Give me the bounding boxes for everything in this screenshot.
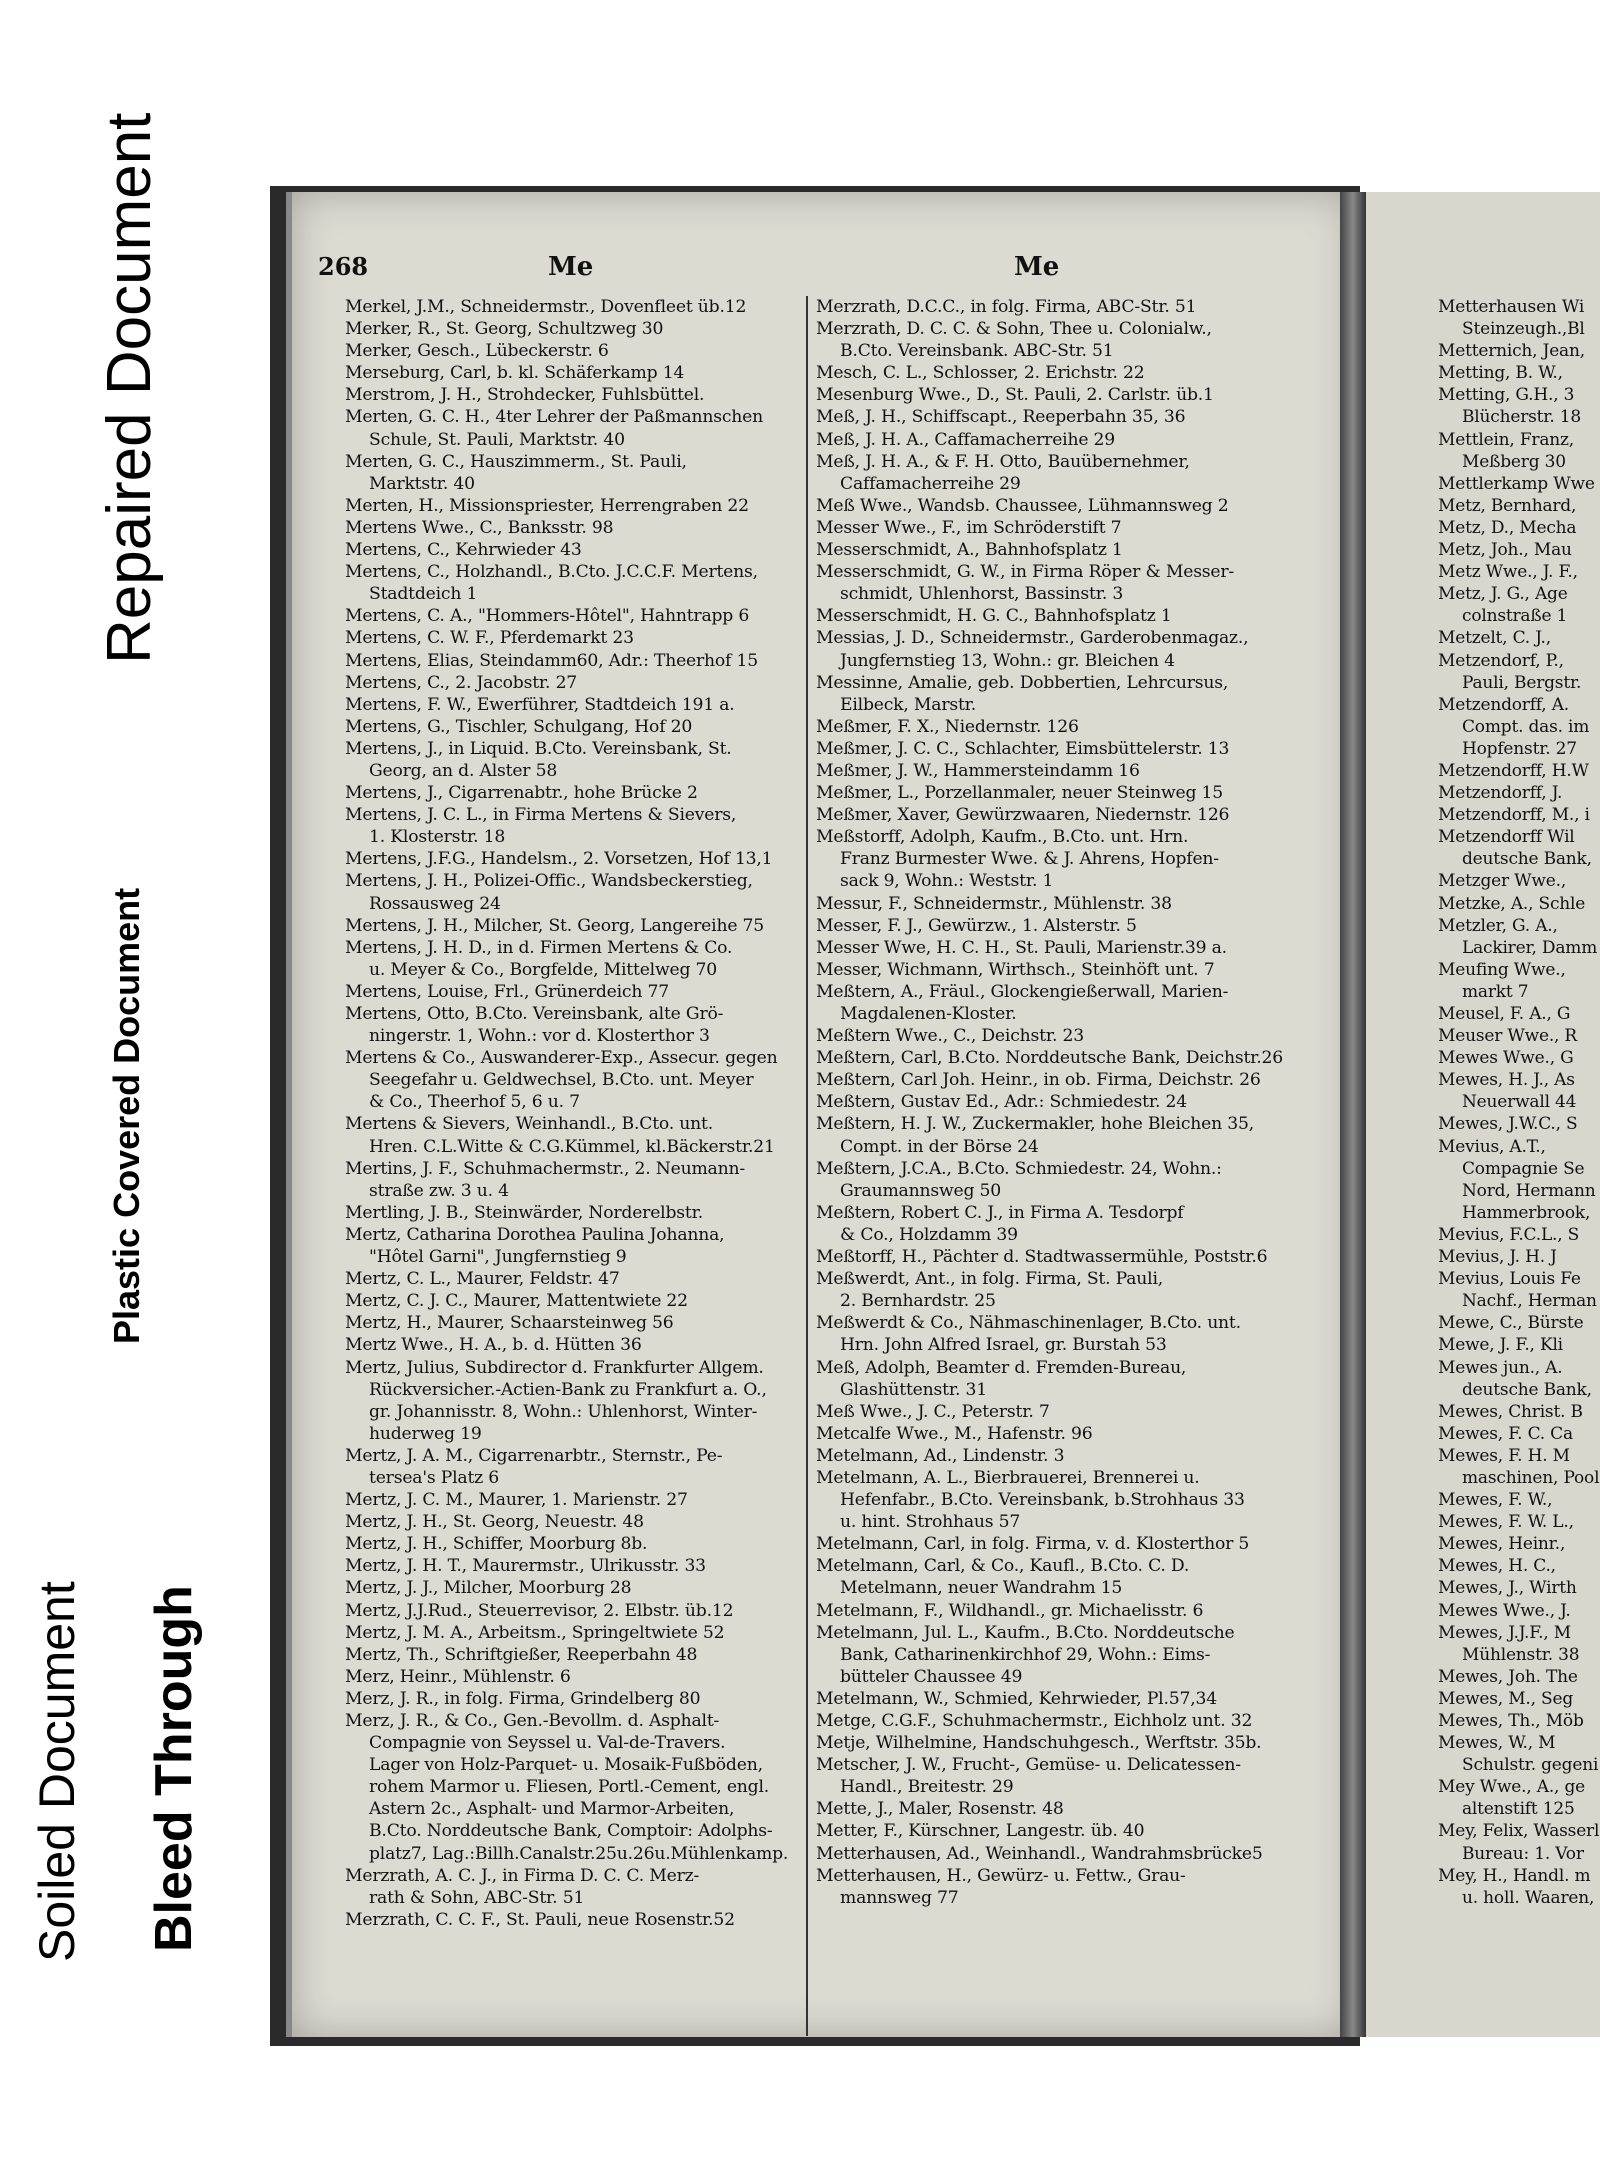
left-column-entry: Merzrath, A. C. J., in Firma D. C. C. Merz- [345,1865,700,1886]
edge-column-entry: Mewes Wwe., J. [1438,1600,1571,1621]
left-column-entry: Merten, G. C. H., 4ter Lehrer der Paßmannschen [345,407,763,428]
left-column-entry: huderweg 19 [369,1423,482,1444]
left-column-entry: Lager von Holz-Parquet- u. Mosaik-Fußböden, [369,1755,763,1776]
right-column-entry: Messerschmidt, A., Bahnhofsplatz 1 [816,540,1123,561]
right-column-entry: Meßmer, Xaver, Gewürzwaaren, Niedernstr. 126 [816,805,1230,826]
right-column-entry: Hefenfabr., B.Cto. Vereinsbank, b.Strohhaus 33 [840,1490,1245,1511]
left-column-entry: Mertens, J., in Liquid. B.Cto. Vereinsbank, St. [345,738,732,759]
right-column-entry: Meßtern, Gustav Ed., Adr.: Schmiedestr. 24 [816,1092,1187,1113]
right-column-entry: Meßwerdt, Ant., in folg. Firma, St. Pauli, [816,1269,1164,1290]
left-column-entry: Mertz, C. L., Maurer, Feldstr. 47 [345,1269,620,1290]
left-column-entry: & Co., Theerhof 5, 6 u. 7 [369,1092,580,1113]
left-column-entry: Merz, J. R., & Co., Gen.-Bevollm. d. Asphalt- [345,1711,720,1731]
right-column-entry: B.Cto. Vereinsbank. ABC-Str. 51 [840,341,1114,362]
edge-column-entry: deutsche Bank, [1462,1379,1592,1400]
edge-column-entry: Mewes, J.W.C., S [1438,1114,1578,1135]
right-column-entry: Metelmann, Carl, in folg. Firma, v. d. Klosterthor 5 [816,1534,1250,1555]
edge-column-entry: Mewes, Christ. B [1438,1401,1583,1422]
plastic-covered-text: Plastic Covered Document [106,887,147,1344]
right-column-entry: Meßtern, H. J. W., Zuckermakler, hohe Bleichen 35, [816,1114,1254,1135]
left-column-entry: Mertz, J. H., Schiffer, Moorburg 8b. [345,1534,648,1555]
edge-column-entry: Mewes, W., M [1438,1733,1556,1754]
right-column-entry: Mesenburg Wwe., D., St. Pauli, 2. Carlstr. üb.1 [816,385,1214,406]
right-column-entry: Meß, J. H. A., Caffamacherreihe 29 [816,429,1116,450]
right-column-entry: Meßwerdt & Co., Nähmaschinenlager, B.Cto. unt. [816,1313,1241,1334]
right-column-entry: schmidt, Uhlenhorst, Bassinstr. 3 [840,584,1124,605]
left-column-entry: rath & Sohn, ABC-Str. 51 [369,1887,585,1908]
right-column-entry: & Co., Holzdamm 39 [840,1224,1018,1245]
left-column-entry: Mertens & Sievers, Weinhandl., B.Cto. unt. [345,1114,713,1135]
right-column-entry: Messias, J. D., Schneidermstr., Garderobenmagaz., [816,628,1249,649]
left-column-entry: Rückversicher.-Actien-Bank zu Frankfurt a. O., [369,1379,767,1400]
right-column-entry: Meßtern, A., Fräul., Glockengießerwall, Marien- [816,981,1229,1002]
right-column-entry: 2. Bernhardstr. 25 [840,1291,996,1312]
edge-column-entry: Mewe, C., Bürste [1438,1313,1584,1334]
edge-column-entry: deutsche Bank, [1462,849,1592,870]
edge-column-entry: Meuser Wwe., R [1438,1026,1578,1047]
right-column-entry: Meßmer, F. X., Niedernstr. 126 [816,716,1079,737]
edge-column-entry: markt 7 [1462,981,1529,1002]
left-column-entry: Mertz, J. A. M., Cigarrenarbtr., Sternstr., Pe- [345,1445,723,1466]
right-column-entry: Metterhausen, Ad., Weinhandl., Wandrahmsbrücke5 [816,1843,1263,1864]
left-column-entry: tersea's Platz 6 [369,1467,500,1488]
left-column-entry: Mertz, J. M. A., Arbeitsm., Springeltwiete 52 [345,1622,725,1643]
left-column-entry: Mertz, H., Maurer, Schaarsteinweg 56 [345,1313,674,1334]
left-column-entry: Mertens, C., 2. Jacobstr. 27 [345,672,578,693]
right-column-entry: Messerschmidt, G. W., in Firma Röper & Messer- [816,562,1235,583]
edge-column-entry: Nord, Hermann [1462,1180,1596,1201]
edge-column-entry: Meusel, F. A., G [1438,1004,1571,1024]
right-column-entry: Metelmann, Carl, & Co., Kaufl., B.Cto. C. D. [816,1556,1190,1577]
left-column-entry: Merten, H., Missionspriester, Herrengraben 22 [345,495,749,516]
left-column-entry: Seegefahr u. Geldwechsel, B.Cto. unt. Meyer [369,1070,754,1091]
right-column-entry: Messer Wwe, H. C. H., St. Pauli, Marienstr.39 a. [816,937,1227,958]
right-column-entry: Compt. in der Börse 24 [840,1136,1039,1157]
left-column-entry: gr. Johannisstr. 8, Wohn.: Uhlenhorst, Winter- [369,1401,758,1422]
right-column-entry: Eilbeck, Marstr. [840,694,977,715]
edge-column-entry: Mewes, F. H. M [1438,1445,1570,1466]
right-column-entry: Merzrath, D. C. C. & Sohn, Thee u. Colonialw., [816,319,1212,340]
right-column-entry: bütteler Chaussee 49 [840,1666,1023,1687]
edge-column-entry: Metzendorff Wil [1438,827,1575,848]
left-column-entry: Mertens, J. H., Milcher, St. Georg, Langereihe 75 [345,915,765,936]
left-column-entry: Merseburg, Carl, b. kl. Schäferkamp 14 [345,363,685,384]
header-right: Me [1014,252,1060,282]
edge-column-entry: Mevius, A.T., [1438,1136,1546,1157]
edge-column-entry: Mewes, Joh. The [1438,1666,1578,1687]
left-column-entry: Merten, G. C., Hauszimmerm., St. Pauli, [345,451,687,472]
right-column-entry: Messer Wwe., F., im Schröderstift 7 [816,517,1122,538]
left-column-entry: Mertens, C., Holzhandl., B.Cto. J.C.C.F. Mertens, [345,562,758,583]
edge-column-entry: Mewes, H. J., As [1438,1070,1575,1091]
edge-column-entry: Mewes, Th., Möb [1438,1711,1584,1731]
left-column-entry: Mertz Wwe., H. A., b. d. Hütten 36 [345,1335,642,1356]
right-column-entry: sack 9, Wohn.: Weststr. 1 [840,871,1054,892]
left-column-entry: Mertens, Louise, Frl., Grünerdeich 77 [345,981,669,1002]
right-column-entry: Meßstorff, Adolph, Kaufm., B.Cto. unt. Hrn. [816,827,1189,848]
right-column-entry: Glashüttenstr. 31 [840,1379,987,1400]
left-column-entry: Mertens, J. H. D., in d. Firmen Mertens & Co. [345,937,733,958]
bleed-through-text: Bleed Through [145,1585,203,1952]
right-column-entry: Metje, Wilhelmine, Handschuhgesch., Werftstr. 35b. [816,1733,1262,1754]
left-column-entry: Mertens & Co., Auswanderer-Exp., Assecur. gegen [345,1048,778,1069]
left-column-entry: Merstrom, J. H., Strohdecker, Fuhlsbüttel. [345,385,705,406]
right-column-entry: Meßtorff, H., Pächter d. Stadtwassermühle, Poststr.6 [816,1247,1268,1268]
right-column-entry: Handl., Breitestr. 29 [840,1777,1014,1798]
left-column-entry: 1. Klosterstr. 18 [369,827,506,848]
right-column-entry: Jungfernstieg 13, Wohn.: gr. Bleichen 4 [840,650,1175,671]
bleed-through-label [132,1400,222,1960]
left-column-entry: Stadtdeich 1 [369,584,478,605]
left-column-entry: Schule, St. Pauli, Marktstr. 40 [369,429,625,450]
soiled-document-label [14,1370,114,1970]
left-column-entry: Merzrath, C. C. F., St. Pauli, neue Rosenstr.52 [345,1909,735,1930]
right-column-entry: Metterhausen, H., Gewürz- u. Fettw., Grau- [816,1865,1186,1886]
plastic-covered-label [88,710,168,1350]
repaired-document-text: Repaired Document [95,112,164,664]
edge-column-entry: altenstift 125 [1462,1799,1575,1820]
edge-column-entry: Compt. das. im [1462,716,1590,737]
edge-column [1438,296,1600,1909]
edge-column-entry: Metternich, Jean, [1438,341,1585,362]
edge-column-entry: Mewes, H. C., [1438,1556,1556,1577]
right-column-entry: Meß Wwe., Wandsb. Chaussee, Lühmannsweg 2 [816,495,1229,516]
left-column-entry: Georg, an d. Alster 58 [369,760,558,781]
right-column-entry: Metelmann, F., Wildhandl., gr. Michaelisstr. 6 [816,1600,1204,1621]
left-column-entry: Mertz, J. H. T., Maurermstr., Ulrikusstr. 33 [345,1556,706,1577]
edge-column-entry: Metz, D., Mecha [1438,517,1577,538]
right-column-entry: Metelmann, W., Schmied, Kehrwieder, Pl.57,34 [816,1688,1217,1709]
left-column-entry: Mertens, J. H., Polizei-Offic., Wandsbeckerstieg, [345,871,753,892]
edge-column-entry: Mettlerkamp Wwe [1438,473,1595,494]
right-column-entry: Mesch, C. L., Schlosser, 2. Erichstr. 22 [816,363,1145,384]
edge-column-entry: Metzendorff, A. [1438,694,1569,715]
left-column-entry: Mertz, J. H., St. Georg, Neuestr. 48 [345,1512,644,1533]
left-column-entry: Merker, R., St. Georg, Schultzweg 30 [345,319,664,340]
edge-column-entry: Mewes, F. C. Ca [1438,1423,1573,1444]
edge-column-entry: Metzendorf, P., [1438,650,1564,671]
left-column-entry: Merz, Heinr., Mühlenstr. 6 [345,1666,571,1687]
left-column-entry: Compagnie von Seyssel u. Val-de-Travers. [369,1733,726,1754]
edge-column-entry: maschinen, Pool [1462,1467,1600,1488]
right-column-entry: Messer, F. J., Gewürzw., 1. Alsterstr. 5 [816,915,1137,936]
right-column-entry: Metscher, J. W., Frucht-, Gemüse- u. Delicatessen- [816,1755,1241,1776]
left-column [345,296,805,1931]
edge-column-entry: Mewes, J., Wirth [1438,1578,1577,1599]
edge-column-entry: Mevius, Louis Fe [1438,1269,1581,1290]
edge-column-entry: Metz Wwe., J. F., [1438,562,1578,583]
right-column-entry: Meßmer, J. C. C., Schlachter, Eimsbüttelerstr. 13 [816,738,1230,759]
edge-column-entry: Neuerwall 44 [1462,1092,1577,1113]
left-column-entry: Mertens, J. C. L., in Firma Mertens & Sievers, [345,805,737,826]
edge-column-entry: Meßberg 30 [1462,451,1566,472]
left-column-entry: "Hôtel Garni", Jungfernstieg 9 [369,1247,627,1268]
left-column-entry: Astern 2c., Asphalt- und Marmor-Arbeiten, [369,1799,735,1820]
edge-column-entry: Metzger Wwe., [1438,871,1567,892]
edge-column-entry: Mewe, J. F., Kli [1438,1335,1563,1356]
left-column-entry: Rossausweg 24 [369,893,501,914]
left-column-entry: Mertens, Elias, Steindamm60, Adr.: Theerhof 15 [345,650,758,671]
page-number: 268 [318,252,369,281]
right-column-entry: Messer, Wichmann, Wirthsch., Steinhöft unt. 7 [816,959,1215,980]
right-column-entry: Bank, Catharinenkirchhof 29, Wohn.: Eims- [840,1644,1211,1665]
right-column-entry: mannsweg 77 [840,1887,959,1908]
edge-column-entry: Metting, G.H., 3 [1438,385,1575,406]
edge-column-entry: Mühlenstr. 38 [1462,1644,1580,1665]
edge-column-entry: Mey, H., Handl. m [1438,1865,1591,1886]
left-column-entry: ningerstr. 1, Wohn.: vor d. Klosterthor 3 [369,1026,710,1047]
edge-column-entry: Mewes jun., A. [1438,1357,1563,1378]
edge-column-entry: Metterhausen Wi [1438,297,1585,317]
right-column-entry: Messur, F., Schneidermstr., Mühlenstr. 38 [816,893,1172,914]
right-column-entry: Metge, C.G.F., Schuhmachermstr., Eichholz unt. 32 [816,1711,1253,1731]
right-column-entry: Meß, Adolph, Beamter d. Fremden-Bureau, [816,1357,1187,1378]
left-column-entry: Mertz, J. C. M., Maurer, 1. Marienstr. 27 [345,1490,688,1511]
edge-column-entry: Blücherstr. 18 [1462,407,1581,428]
left-column-entry: Mertens, G., Tischler, Schulgang, Hof 20 [345,716,693,737]
left-column-entry: Mertens, F. W., Ewerführer, Stadtdeich 191 a. [345,694,735,715]
edge-column-entry: Metzendorff, H.W [1438,760,1589,781]
edge-column-entry: Hopfenstr. 27 [1462,738,1577,759]
right-column-entry: Metter, F., Kürschner, Langestr. üb. 40 [816,1821,1145,1842]
edge-column-entry: Mettlein, Franz, [1438,429,1574,450]
header-left: Me [548,252,594,282]
left-column-entry: Mertens, J.F.G., Handelsm., 2. Vorsetzen, Hof 13,1 [345,849,773,870]
book-gutter [1340,192,1366,2037]
left-column-entry: Mertz, Julius, Subdirector d. Frankfurter Allgem. [345,1357,764,1378]
left-column-entry: Mertens, C. A., "Hommers-Hôtel", Hahntrapp 6 [345,606,750,627]
soiled-document-text: Soiled Document [29,1581,85,1962]
edge-column-entry: Metz, Bernhard, [1438,495,1577,516]
left-column-entry: Marktstr. 40 [369,473,475,494]
left-column-entry: u. Meyer & Co., Borgfelde, Mittelweg 70 [369,959,718,980]
edge-column-entry: Steinzeugh.,Bl [1462,319,1585,340]
left-column-entry: Mertens, C. W. F., Pferdemarkt 23 [345,628,634,649]
edge-column-entry: Mey, Felix, Wasserl [1438,1821,1600,1842]
left-column-entry: Merz, J. R., in folg. Firma, Grindelberg 80 [345,1688,701,1709]
edge-column-entry: Mevius, J. H. J [1438,1247,1557,1268]
edge-column-entry: Pauli, Bergstr. [1462,672,1582,693]
column-divider [806,296,808,2036]
right-column-entry: Metcalfe Wwe., M., Hafenstr. 96 [816,1423,1093,1444]
edge-column-entry: Metzke, A., Schle [1438,893,1586,914]
edge-column-entry: Metzelt, C. J., [1438,628,1551,649]
left-column-entry: straße zw. 3 u. 4 [369,1180,509,1201]
edge-column-entry: Meufing Wwe., [1438,959,1566,980]
right-column-entry: Hrn. John Alfred Israel, gr. Burstah 53 [840,1335,1167,1356]
right-column-entry: u. hint. Strohhaus 57 [840,1512,1021,1533]
edge-column-entry: Metzendorff, J. [1438,783,1563,804]
right-column-entry: Caffamacherreihe 29 [840,473,1021,494]
left-column-entry: Merkel, J.M., Schneidermstr., Dovenfleet üb.12 [345,297,747,317]
right-column-entry: Graumannsweg 50 [840,1180,1001,1201]
edge-column-entry: Metting, B. W., [1438,363,1563,384]
right-column-entry: Franz Burmester Wwe. & J. Ahrens, Hopfen- [840,849,1219,870]
edge-column-entry: Bureau: 1. Vor [1462,1843,1584,1864]
left-column-entry: Mertins, J. F., Schuhmachermstr., 2. Neumann- [345,1158,745,1179]
edge-column-entry: Mey Wwe., A., ge [1438,1777,1586,1798]
page-header [318,252,1318,292]
left-column-entry: Mertz, C. J. C., Maurer, Mattentwiete 22 [345,1291,688,1312]
edge-column-entry: Mewes, F. W., [1438,1490,1553,1511]
right-column-entry: Meß, J. H., Schiffscapt., Reeperbahn 35, 36 [816,407,1186,428]
edge-column-entry: Mewes Wwe., G [1438,1048,1574,1069]
edge-column-entry: Metz, J. G., Age [1438,584,1568,605]
right-column-entry: Meßtern, Carl Joh. Heinr., in ob. Firma, Deichstr. 26 [816,1070,1261,1091]
edge-column-entry: Nachf., Herman [1462,1291,1597,1312]
right-column-entry: Meßtern, Carl, B.Cto. Norddeutsche Bank, Deichstr.26 [816,1048,1284,1069]
right-column-entry: Metelmann, Ad., Lindenstr. 3 [816,1445,1065,1466]
left-column-entry: Mertens Wwe., C., Banksstr. 98 [345,517,614,538]
right-column-entry: Meß, J. H. A., & F. H. Otto, Bauübernehmer, [816,451,1190,472]
right-column-entry: Meßmer, L., Porzellanmaler, neuer Steinweg 15 [816,783,1224,804]
right-column-entry: Meßtern, Robert C. J., in Firma A. Tesdorpf [816,1202,1184,1223]
left-column-entry: Mertz, J.J.Rud., Steuerrevisor, 2. Elbstr. üb.12 [345,1600,734,1621]
right-column-entry: Metelmann, A. L., Bierbrauerei, Brennerei u. [816,1467,1200,1488]
left-column-entry: Mertz, Th., Schriftgießer, Reeperbahn 48 [345,1644,698,1665]
edge-column-entry: Mewes, Heinr., [1438,1534,1566,1555]
repaired-document-label [66,112,256,680]
edge-column-entry: Hammerbrook, [1462,1202,1591,1223]
right-column-entry: Mette, J., Maler, Rosenstr. 48 [816,1799,1064,1820]
left-column-entry: Mertens, C., Kehrwieder 43 [345,540,582,561]
right-column-entry: Messinne, Amalie, geb. Dobbertien, Lehrcursus, [816,672,1229,693]
right-column-entry: Magdalenen-Kloster. [840,1004,1017,1024]
edge-column-entry: Mevius, F.C.L., S [1438,1224,1580,1245]
right-column-entry: Meßtern, J.C.A., B.Cto. Schmiedestr. 24, Wohn.: [816,1158,1222,1179]
left-column-entry: rohem Marmor u. Fliesen, Portl.-Cement, engl. [369,1777,770,1798]
edge-column-entry: Lackirer, Damm [1462,937,1598,958]
left-column-entry: Mertz, J. J., Milcher, Moorburg 28 [345,1578,632,1599]
edge-column-entry: Metzendorff, M., i [1438,805,1590,826]
edge-column-entry: Mewes, J.J.F., M [1438,1622,1571,1643]
left-column-entry: B.Cto. Norddeutsche Bank, Comptoir: Adolphs- [369,1821,773,1842]
edge-column-entry: Metz, Joh., Mau [1438,540,1572,561]
edge-column-entry: Mewes, M., Seg [1438,1688,1574,1709]
left-column-entry: Hren. C.L.Witte & C.G.Kümmel, kl.Bäckerstr.21 [369,1136,775,1157]
left-column-entry: Mertz, Catharina Dorothea Paulina Johanna, [345,1224,725,1245]
right-column-entry: Messerschmidt, H. G. C., Bahnhofsplatz 1 [816,606,1172,627]
edge-column-entry: Schulstr. gegeni [1462,1755,1599,1776]
right-column-entry: Meßtern Wwe., C., Deichstr. 23 [816,1026,1084,1047]
right-column-entry: Merzrath, D.C.C., in folg. Firma, ABC-Str. 51 [816,297,1197,317]
left-column-entry: platz7, Lag.:Billh.Canalstr.25u.26u.Mühlenkamp. [369,1843,789,1864]
left-column-entry: Merker, Gesch., Lübeckerstr. 6 [345,341,609,362]
edge-column-entry: colnstraße 1 [1462,606,1568,627]
edge-column-entry: Compagnie Se [1462,1158,1585,1179]
edge-column-entry: Metzler, G. A., [1438,915,1558,936]
right-column-entry: Meß Wwe., J. C., Peterstr. 7 [816,1401,1050,1422]
right-column-entry: Metelmann, Jul. L., Kaufm., B.Cto. Norddeutsche [816,1622,1235,1643]
left-column-entry: Mertens, Otto, B.Cto. Vereinsbank, alte Grö- [345,1004,724,1024]
edge-column-entry: u. holl. Waaren, [1462,1887,1595,1908]
right-column [816,296,1284,1909]
left-column-entry: Mertling, J. B., Steinwärder, Norderelbstr. [345,1202,703,1223]
right-column-entry: Metelmann, neuer Wandrahm 15 [840,1578,1123,1599]
left-column-entry: Mertens, J., Cigarrenabtr., hohe Brücke 2 [345,783,698,804]
right-column-entry: Meßmer, J. W., Hammersteindamm 16 [816,760,1140,781]
edge-column-entry: Mewes, F. W. L., [1438,1512,1574,1533]
